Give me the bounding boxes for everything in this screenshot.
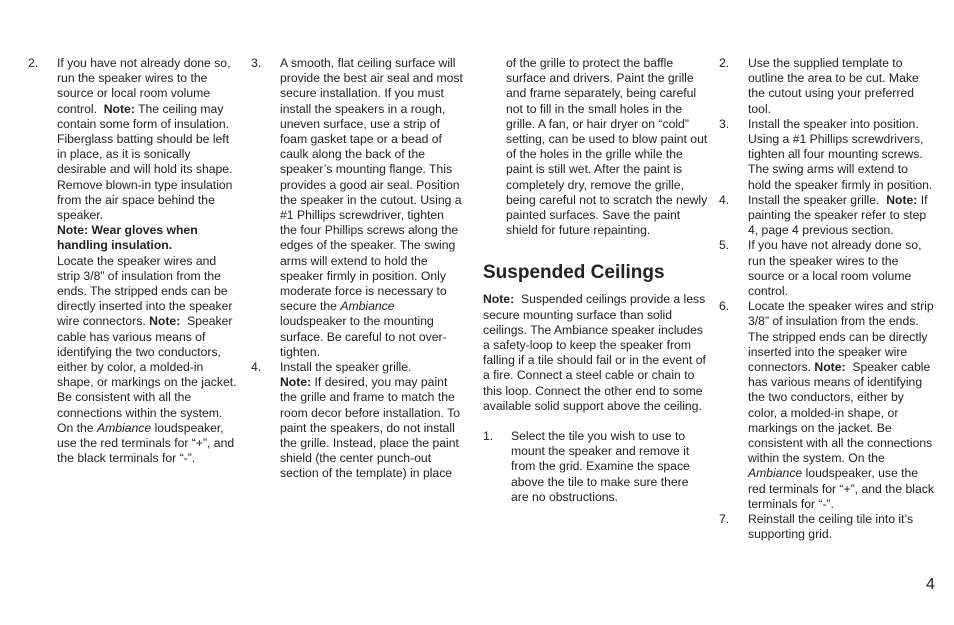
list-number: 4.	[251, 360, 262, 375]
list-number: 3.	[719, 116, 730, 131]
column-1	[28, 56, 240, 466]
paragraph: Install the speaker into position. Using a #1 Phillips screwdrivers, tighten all four mounting screws. The swing arms will extend to hold the speaker firmly in position.	[748, 116, 933, 192]
paragraph: Locate the speaker wires and strip 3/8” of insulation from the ends. The stripped ends can be directly inserted into the speaker wire connectors. Note: Speaker cable has various means of identifying the two conductors, either by color, a molded-in shape, or markings on the jacket. Be consistent with all the connections within the system. On the Ambiance loudspeaker, use the red terminals for “+”, and the black terminals for “-”.	[748, 299, 934, 511]
list-item-4	[251, 360, 463, 482]
list-number: 7.	[719, 512, 730, 527]
paragraph: Locate the speaker wires and strip 3/8” of insulation from the ends. The stripped ends can be directly inserted into the speaker wire connectors. Note: Speaker cable has various means of identifying the two conductors, either by color, a molded-in shape, or markings on the jacket. Be consistent with all the connections within the system. On the Ambiance loudspeaker, use the red terminals for “+”, and the black terminals for “-”.	[57, 253, 237, 466]
list-item-7	[719, 512, 934, 542]
section-intro: Note: Suspended ceilings provide a less secure mounting surface than solid ceilings. The Ambiance speaker includes a safety-loop to keep the speaker from falling if a tile should fail or in the event of a fire. Connect a steel cable or chain to this loop. Connect the other end to some available solid support above the ceiling.	[483, 292, 706, 413]
list-number: 6.	[719, 299, 730, 314]
paragraph: If you have not already done so, run the speaker wires to the source or local room volume control. Note: The ceiling may contain some form of insulation. Fiberglass batting should be left in place, as it is sonically desirable and will hold its shape. Remove blown-in type insulation from the air space behind the speaker. Note: Wear gloves when handling insulation.	[57, 56, 240, 254]
list-item-6	[719, 299, 934, 512]
list-number: 2.	[28, 56, 39, 70]
list-item-2	[719, 56, 934, 117]
list-item-5	[719, 238, 934, 299]
list-item-4	[719, 193, 934, 239]
page-number: 4	[926, 576, 935, 593]
list-number: 2.	[719, 56, 730, 70]
column-4	[719, 56, 934, 543]
list-item-3	[251, 56, 463, 360]
list-number: 4.	[719, 192, 730, 207]
paragraph: Install the speaker grille. Note: If painting the speaker refer to step 4, page 4 previous section.	[748, 192, 928, 238]
list-item-1	[483, 429, 708, 505]
paragraph: A smooth, flat ceiling surface will provide the best air seal and most secure installation. If you must install the speakers in a rough, uneven surface, use a strip of foam gasket tape or a bead of caulk along the back of the speaker’s mounting flange. This provides a good air seal. Position the speaker in the cutout. Using a #1 Phillips screwdriver, tighten the four Phillips screws along the edges of the speaker. The swing arms will extend to hold the speaker firmly in position. Only moderate force is necessary to secure the Ambiance loudspeaker to the mounting surface. Be careful to not over-tighten.	[280, 56, 463, 359]
list-item-2	[28, 56, 240, 466]
paragraph: Select the tile you wish to use to mount the speaker and remove it from the grid. Examine the space above the tile to make sure there are no obstructions.	[511, 429, 690, 504]
continued-paragraph: of the grille to protect the baffle surface and drivers. Paint the grille and frame separately, being careful not to fill in the small holes in the grille. A fan, or hair dryer on “cold” setting, can be used to blow paint out of the holes in the grille while the paint is still wet. After the paint is completely dry, remove the grille, being careful not to scratch the newly painted surfaces. Save the paint shield for future repainting.	[506, 56, 708, 238]
paragraph: Reinstall the ceiling tile into it’s supporting grid.	[748, 512, 914, 542]
paragraph: Install the speaker grille. Note: If desired, you may paint the grille and frame to match the room decor before installation. To paint the speakers, do not install the grille. Instead, place the paint shield (the center punch-out section of the template) in place	[280, 360, 460, 481]
list-number: 1.	[483, 429, 494, 444]
section-heading: Suspended Ceilings	[483, 262, 665, 284]
paragraph: If you have not already done so, run the speaker wires to the source or a local room volume control.	[748, 238, 922, 299]
column-3	[483, 56, 708, 505]
column-2	[251, 56, 463, 482]
list-item-3	[719, 117, 934, 193]
list-number: 3.	[251, 56, 262, 70]
list-number: 5.	[719, 238, 730, 253]
warning-text: Note: Wear gloves when handling insulation.	[57, 223, 198, 253]
paragraph: Use the supplied template to outline the area to be cut. Make the cutout using your preferred tool.	[748, 56, 919, 116]
